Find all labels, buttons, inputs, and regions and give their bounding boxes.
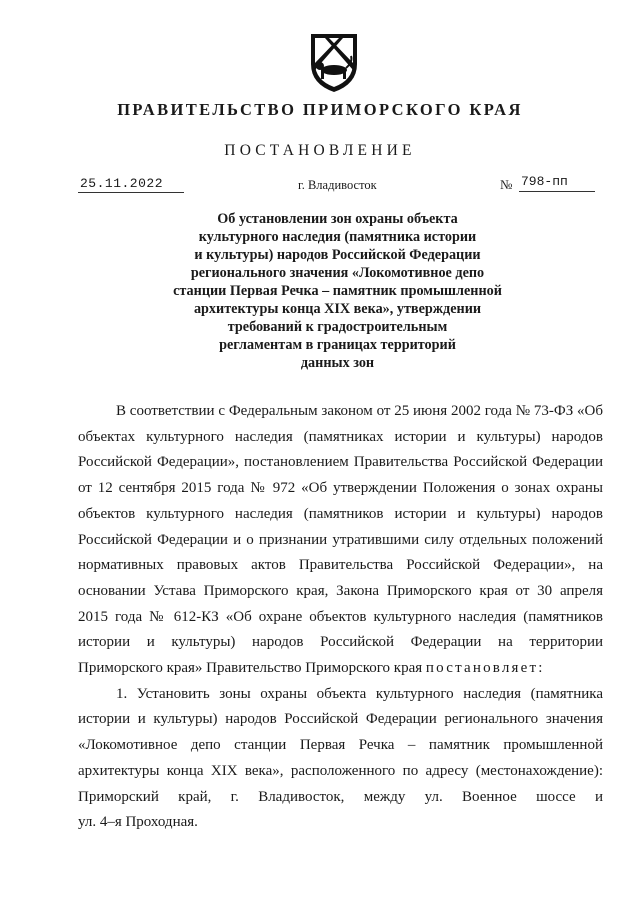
title-line: данных зон xyxy=(300,355,375,371)
body-line: архитектуры конца XIX века», расположенного по адресу (местонахождение): xyxy=(78,762,603,779)
body-line xyxy=(78,656,603,682)
document-type: ПОСТАНОВЛЕНИЕ xyxy=(224,142,416,159)
paragraph-item-1 xyxy=(78,682,603,836)
title-line: регионального значения «Локомотивное депо xyxy=(190,265,485,281)
paragraph-preamble xyxy=(78,399,603,682)
body-line: 1. Установить зоны охраны объекта культурного наследия (памятника xyxy=(116,685,603,702)
body-line: истории и культуры) народов Российской Федерации на территории xyxy=(78,634,603,651)
body-line: Приморский край, г. Владивосток, между ул. Военное шоссе и xyxy=(78,788,603,805)
title-line: регламентам в границах территорий xyxy=(219,337,456,353)
body-line: объектов культурного наследия (памятников истории и культуры) народов xyxy=(78,505,603,522)
number-label: № xyxy=(500,177,513,192)
title-line: и культуры) народов Российской Федерации xyxy=(194,247,481,263)
title-line: Об установлении зон охраны объекта xyxy=(217,211,458,227)
body-line: Российской Федерации», постановлением Правительства Российской Федерации xyxy=(78,454,603,471)
body-line: ул. 4–я Проходная. xyxy=(78,814,198,831)
body-line: «Локомотивное депо станции Первая Речка – памятник промышленной xyxy=(78,737,603,754)
coat-of-arms-icon xyxy=(299,26,369,96)
body-line: истории и культуры) народов Российской Федерации регионального значения xyxy=(78,711,603,728)
decree-word: постановляет: xyxy=(425,660,545,677)
document-title xyxy=(170,210,505,372)
body-line: 2015 года № 612-КЗ «Об охране объектов культурного наследия (памятников xyxy=(78,608,603,625)
body-line: объектах культурного наследия (памятниках истории и культуры) народов xyxy=(78,428,603,445)
title-line: требований к градостроительным xyxy=(227,319,448,335)
body-line: Российской Федерации и о признании утратившими силу отдельных положений xyxy=(78,531,603,548)
body-line: нормативных правовых актов Правительства Российской Федерации», на xyxy=(78,557,603,574)
date-underline xyxy=(78,192,184,193)
body-line-text: Приморского края» Правительство Приморского края xyxy=(78,660,426,677)
document-city: г. Владивосток xyxy=(298,178,377,192)
body-line: основании Устава Приморского края, Закона Приморского края от 30 апреля xyxy=(78,582,603,599)
title-line: станции Первая Речка – памятник промышленной xyxy=(173,283,502,299)
government-name: ПРАВИТЕЛЬСТВО ПРИМОРСКОГО КРАЯ xyxy=(117,100,523,119)
body-line: В соответствии с Федеральным законом от 25 июня 2002 года № 73-ФЗ «Об xyxy=(116,403,603,419)
title-line: архитектуры конца XIX века», утверждении xyxy=(193,301,482,317)
title-line: культурного наследия (памятника истории xyxy=(198,229,477,245)
body-line: от 12 сентября 2015 года № 972 «Об утверждении Положения о зонах охраны xyxy=(78,480,603,497)
document-date: 25.11.2022 xyxy=(80,176,164,191)
document-number: 798-пп xyxy=(521,174,568,189)
document-body xyxy=(78,399,603,836)
number-underline xyxy=(519,191,595,192)
